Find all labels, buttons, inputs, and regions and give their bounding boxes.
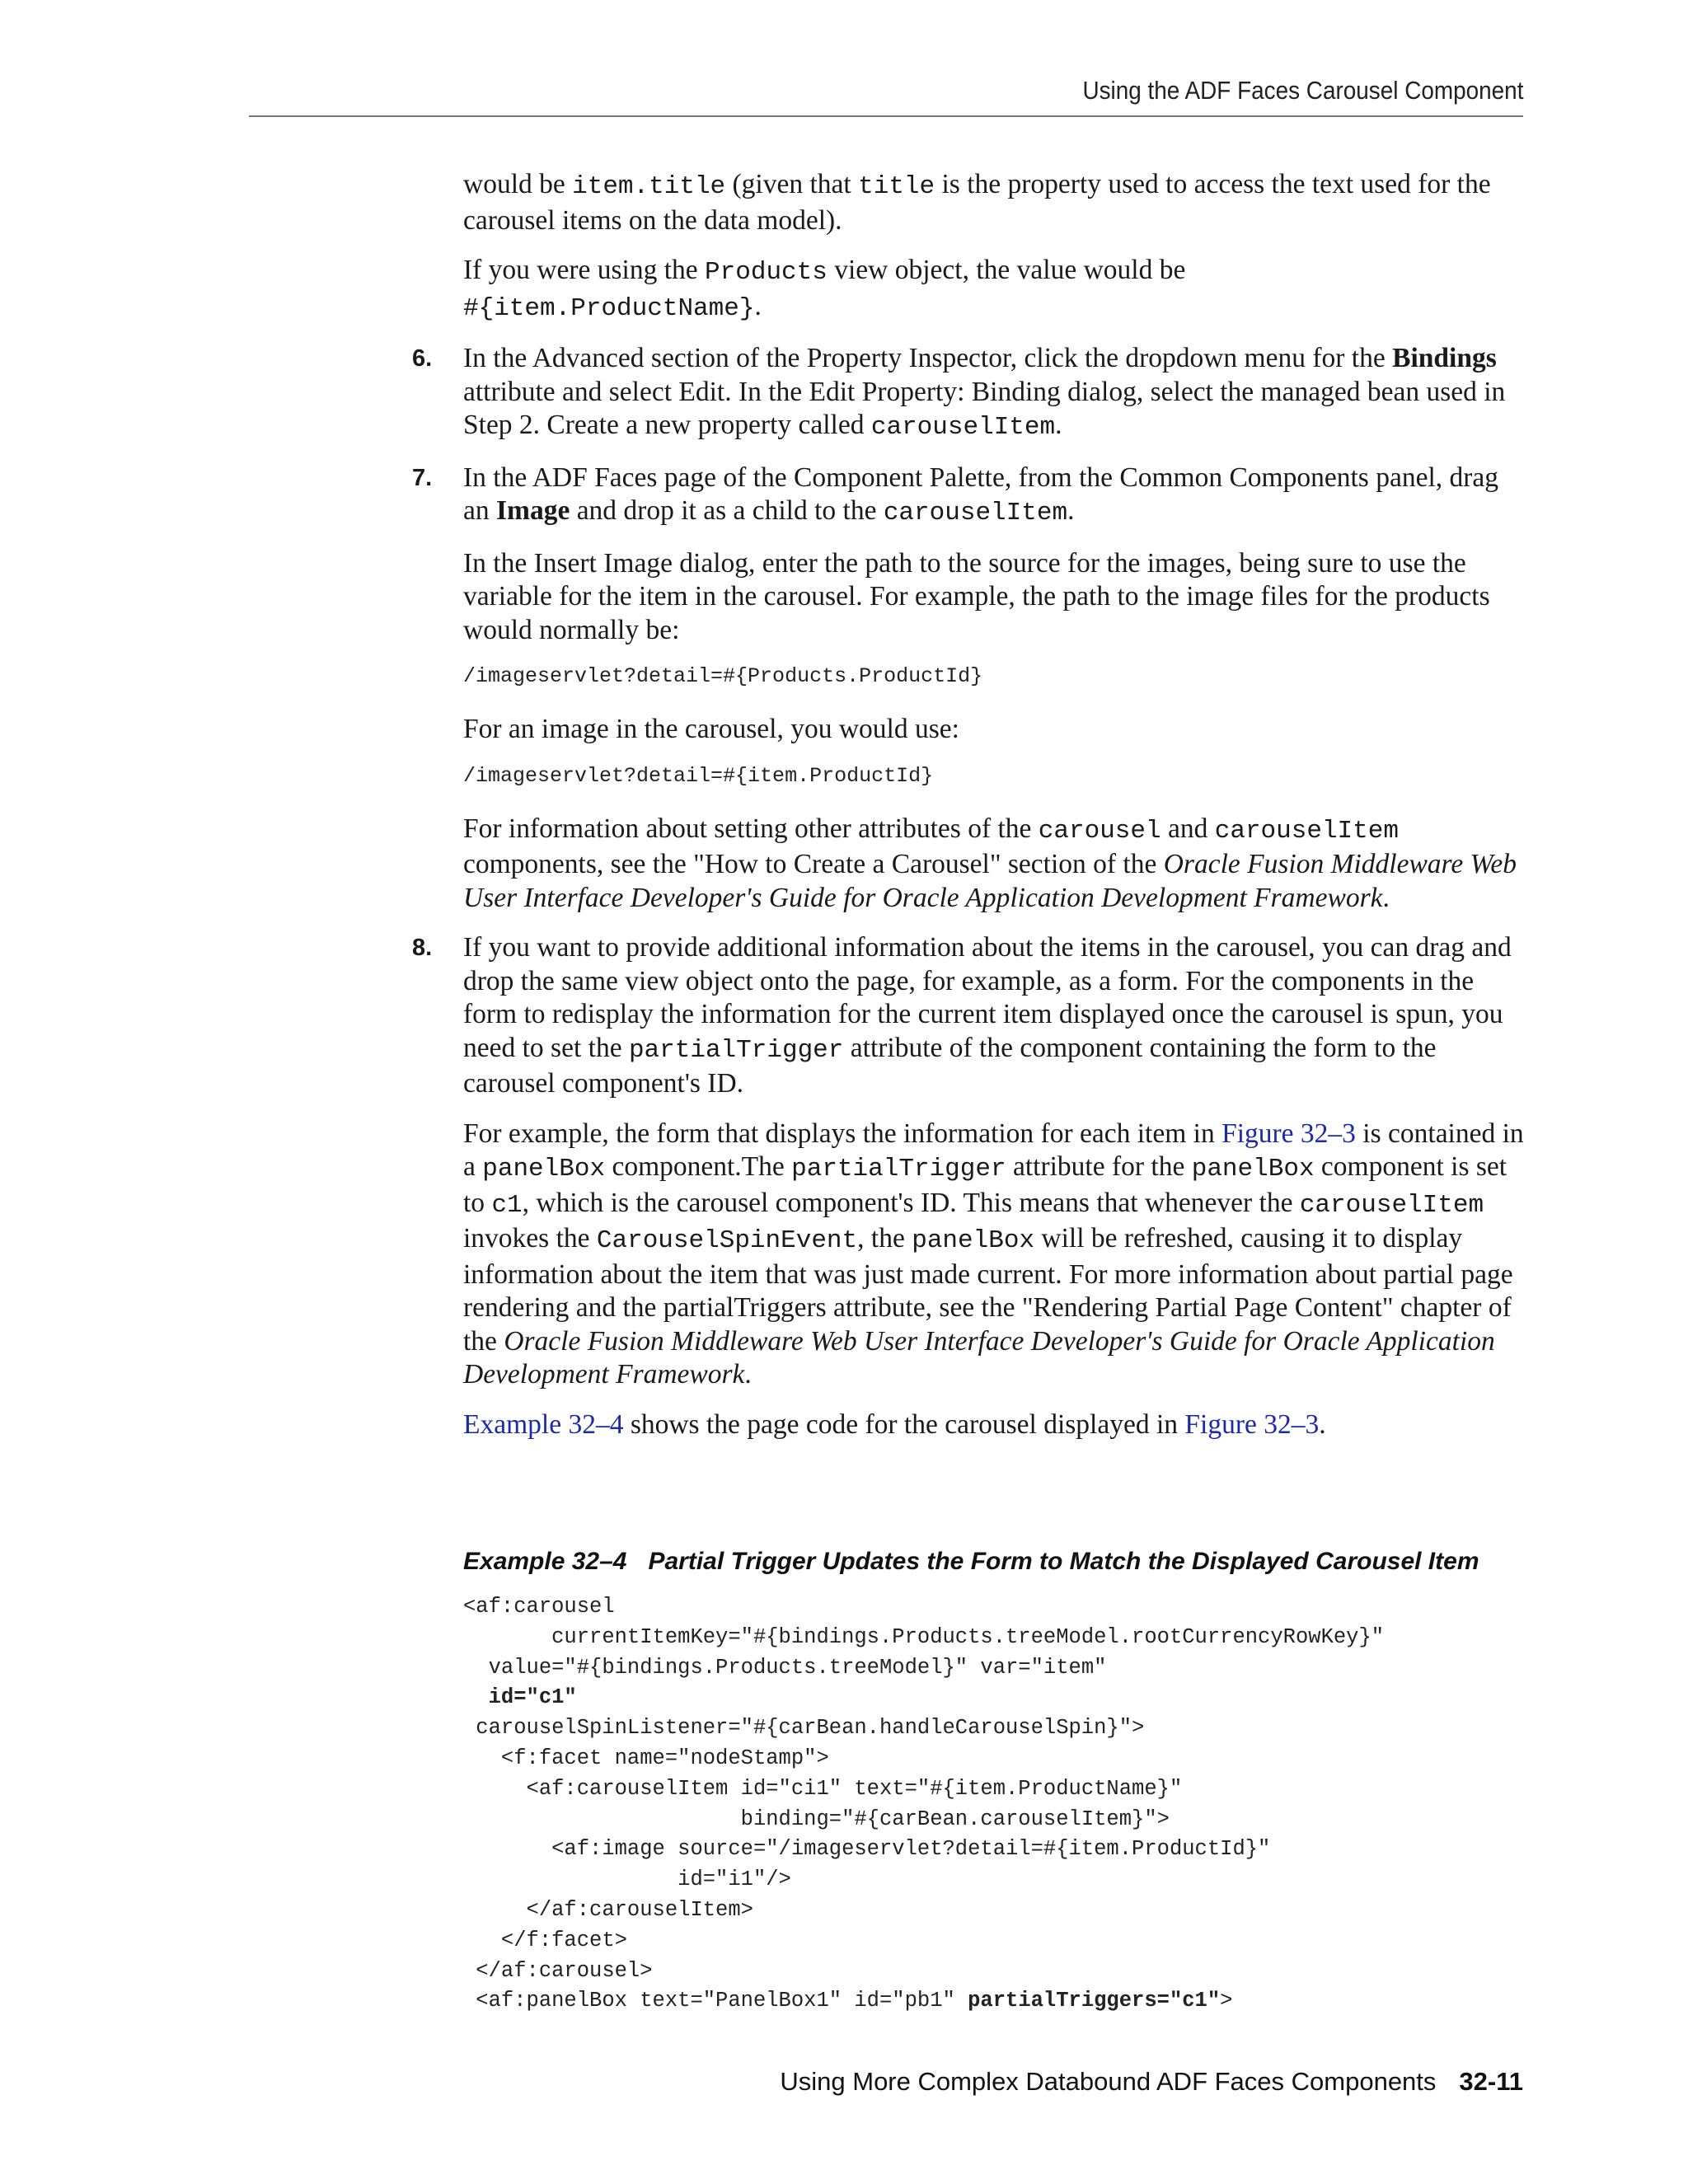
paragraph-products-value: If you were using the Products view object, the value would be #{item.ProductName}. — [463, 255, 1186, 323]
code-snippet-item-path: /imageservlet?detail=#{item.ProductId} — [463, 763, 934, 788]
example-title: Partial Trigger Updates the Form to Match the Displayed Carousel Item — [648, 1548, 1479, 1575]
step-6 — [412, 342, 1526, 445]
footer-chapter-title: Using More Complex Databound ADF Faces Components — [780, 2067, 1437, 2096]
step-number: 6. — [412, 345, 433, 372]
running-title: Using the ADF Faces Carousel Component — [1081, 76, 1523, 105]
step-8-example-ref-text: Example 32–4 shows the page code for the carousel displayed in Figure 32–3. — [463, 1408, 1326, 1440]
step-6-text: In the Advanced section of the Property Inspector, click the dropdown menu for the Bindings attribute and select Edit. In the Edit Property: Binding dialog, select the managed bean used in Step 2. Create a new property called carouselItem. — [463, 343, 1506, 442]
example-32-4-link[interactable]: Example 32–4 — [463, 1408, 624, 1440]
step-number: 7. — [412, 464, 433, 491]
code-snippet-products-path: /imageservlet?detail=#{Products.ProductId} — [463, 664, 983, 688]
example-caption — [463, 1548, 1479, 1576]
step-number: 8. — [412, 935, 433, 961]
step-8-text: If you want to provide additional information about the items in the carousel, you can drag and drop the same view object onto the page, for example, as a form. For the components in the form to redisplay the information for the current item displayed once the carousel is spun, you need to set the partialTrigger attribute of the component containing the form to the carousel component's ID. — [463, 932, 1512, 1099]
step-7-text: In the ADF Faces page of the Component Palette, from the Common Components panel, drag an Image and drop it as a child to the carouselItem. — [463, 462, 1499, 527]
running-header — [249, 73, 1523, 117]
example-number: Example 32–4 — [463, 1548, 627, 1575]
step-7-insert-image-text: In the Insert Image dialog, enter the path to the source for the images, being sure to use the variable for the item in the carousel. For example, the path to the image files for the products would normally be: — [463, 547, 1490, 645]
code-example-block: <af:carousel currentItemKey="#{bindings.Products.treeModel.rootCurrencyRowKey}" value="#{bindings.Products.treeModel}" var="item" id="c1" carouselSpinListener="#{carBean.handleCarouselSpin}"> <f:facet name="nodeStamp"> <af:carouselItem id="ci1" text="#{item.ProductName}" binding="#{carBean.carouselItem}"> <af:image source="/imageservlet?detail=#{item.ProductId}" id="i1"/> </af:carouselItem> </f:facet> </af:carousel> <af:panelBox text="PanelBox1" id="pb1" partialTriggers="c1"> — [463, 1595, 1385, 2013]
figure-32-3-link[interactable]: Figure 32–3 — [1184, 1408, 1320, 1440]
page-number: 32-11 — [1459, 2067, 1523, 2096]
step-7 — [412, 462, 1526, 916]
step-8-example-text: For example, the form that displays the information for each item in Figure 32–3 is contained in a panelBox component.The partialTrigger attribute for the panelBox component is set to c1, which is the carousel component's ID. This means that whenever the carouselItem invokes the CarouselSpinEvent, the panelBox will be refreshed, causing it to display information about the item that was just made current. For more information about partial page rendering and the partialTriggers attribute, see the "Rendering Partial Page Content" chapter of the Oracle Fusion Middleware Web User Interface Developer's Guide for Oracle Application Development Framework. — [463, 1118, 1524, 1390]
step-8 — [412, 931, 1526, 1441]
body-content — [412, 168, 1526, 1458]
paragraph-display-value: would be item.title (given that title is the property used to access the text used for the carousel items on the data model). — [463, 169, 1491, 236]
step-7-more-info-text: For information about setting other attributes of the carousel and carouselItem components, see the "How to Create a Carousel" section of the Oracle Fusion Middleware Web User Interface Developer's Guide for Oracle Application Development Framework. — [463, 813, 1517, 913]
page-footer — [780, 2067, 1523, 2097]
step-7-carousel-image-text: For an image in the carousel, you would use: — [463, 714, 959, 744]
figure-32-3-link[interactable]: Figure 32–3 — [1221, 1118, 1356, 1149]
